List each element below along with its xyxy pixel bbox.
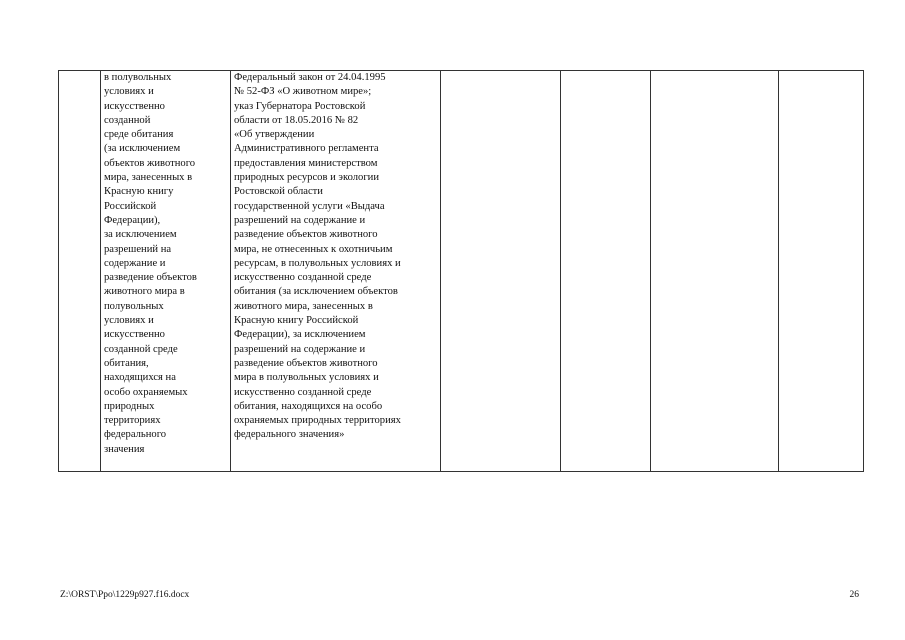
cell-text-line: природных ресурсов и экологии xyxy=(234,172,380,184)
cell-text-line: среде обитания xyxy=(104,129,174,141)
cell-text-line: разведение объектов животного xyxy=(234,357,378,369)
cell-text-line: разрешений на содержание и xyxy=(234,343,366,355)
cell-text-line: за исключением xyxy=(104,229,177,241)
cell-empty-7 xyxy=(779,71,864,472)
cell-text-line: Административного регламента xyxy=(234,143,379,155)
cell-text-line: Красную книгу xyxy=(104,186,174,198)
cell-text-line: животного мира в xyxy=(104,286,185,298)
cell-text-line: искусственно xyxy=(104,329,165,341)
cell-text-line: Федерации), xyxy=(104,214,161,226)
cell-text-line: области от 18.05.2016 № 82 xyxy=(234,114,359,126)
cell-text-line: искусственно созданной среде xyxy=(234,272,372,284)
cell-text-line: разведение объектов животного xyxy=(234,229,378,241)
cell-text-line: Российской xyxy=(104,200,157,212)
cell-text-line: указ Губернатора Ростовской xyxy=(234,100,366,112)
cell-text-line: находящихся на xyxy=(104,372,176,384)
cell-text-line: значения xyxy=(104,443,145,455)
cell-text-line: обитания, находящихся на особо xyxy=(234,400,383,412)
cell-text-line: Федерации), за исключением xyxy=(234,329,366,341)
cell-text-line: ресурсам, в полувольных условиях и xyxy=(234,257,401,269)
cell-text-line: обитания (за исключением объектов xyxy=(234,286,398,298)
cell-text-line: мира, занесенных в xyxy=(104,172,193,184)
cell-text-line: природных xyxy=(104,400,155,412)
cell-text-line: в полувольных xyxy=(104,72,172,83)
cell-text-line: (за исключением xyxy=(104,143,181,155)
cell-text-line: искусственно xyxy=(104,100,165,112)
cell-empty-5 xyxy=(561,71,651,472)
cell-text-line: мира в полувольных условиях и xyxy=(234,372,379,384)
cell-text-line: обитания, xyxy=(104,357,149,369)
cell-text-line: территориях xyxy=(104,415,161,427)
cell-text-line: Ростовской области xyxy=(234,186,323,198)
cell-text-line: условиях и xyxy=(104,315,154,327)
cell-text-line: № 52-ФЗ «О животном мире»; xyxy=(234,86,372,98)
cell-text-line: разрешений на содержание и xyxy=(234,214,366,226)
cell-text-line: государственной услуги «Выдача xyxy=(234,200,385,212)
cell-text-line: федерального значения» xyxy=(234,429,345,441)
cell-text-line: разрешений на xyxy=(104,243,172,255)
table-row xyxy=(59,71,864,472)
cell-legal-basis xyxy=(231,71,441,472)
cell-text-line: федерального xyxy=(104,429,167,441)
cell-text-line: предоставления министерством xyxy=(234,157,378,169)
cell-text-line: охраняемых природных территориях xyxy=(234,415,401,427)
cell-text-line: Федеральный закон от 24.04.1995 xyxy=(234,72,386,83)
cell-text-line: животного мира, занесенных в xyxy=(234,300,373,312)
footer-page-number: 26 xyxy=(849,590,859,600)
cell-text-line: искусственно созданной среде xyxy=(234,386,372,398)
cell-number xyxy=(59,71,101,472)
cell-empty-6 xyxy=(651,71,779,472)
cell-empty-4 xyxy=(441,71,561,472)
cell-text-line: полувольных xyxy=(104,300,164,312)
cell-text-line: содержание и xyxy=(104,257,166,269)
regulation-table xyxy=(58,70,864,472)
cell-text-line: созданной среде xyxy=(104,343,178,355)
cell-text-line: Красную книгу Российской xyxy=(234,315,359,327)
cell-service-name xyxy=(101,71,231,472)
footer-file-path: Z:\ORST\Ppo\1229p927.f16.docx xyxy=(60,590,190,600)
cell-text-line: «Об утверждении xyxy=(234,129,315,141)
cell-text-line: объектов животного xyxy=(104,157,196,169)
cell-text-line: созданной xyxy=(104,114,151,126)
cell-text-line: разведение объектов xyxy=(104,272,197,284)
cell-text-line: особо охраняемых xyxy=(104,386,188,398)
cell-text-line: мира, не отнесенных к охотничьим xyxy=(234,243,393,255)
cell-text-line: условиях и xyxy=(104,86,154,98)
